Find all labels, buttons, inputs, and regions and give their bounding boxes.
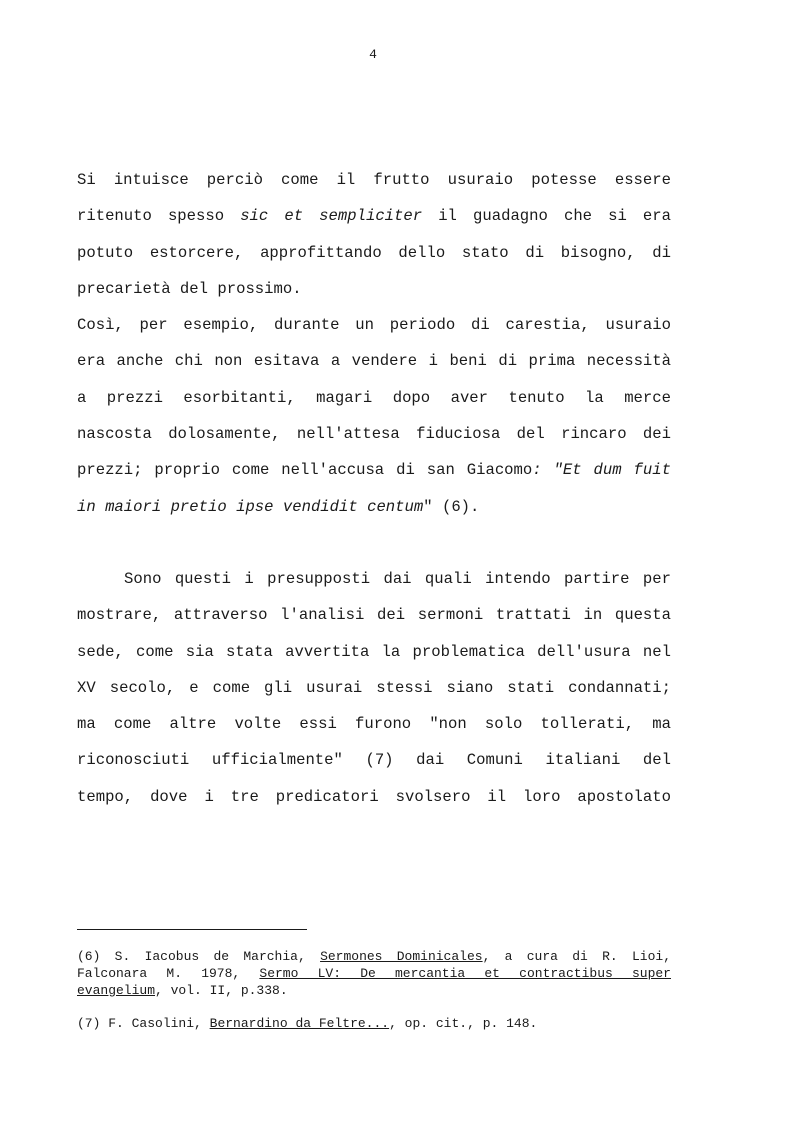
text-line: sede, come sia stata avvertita la problematica dell'usura nel xyxy=(77,642,671,661)
text-line: era anche chi non esitava a vendere i beni di prima necessità xyxy=(77,352,671,371)
text-line: Sono questi i presupposti dai quali intendo partire per xyxy=(124,570,671,588)
text-line: XV secolo, e come gli usurai stessi siano stati condannati; xyxy=(77,678,671,697)
text-line: ritenuto spesso sic et sempliciter il guadagno che si era xyxy=(77,207,671,226)
footnote-title: Sermones Dominicales xyxy=(320,949,483,964)
footnote-title: Bernardino da Feltre... xyxy=(209,1016,390,1031)
footnote-title: Sermo LV: De mercantia et contractibus super xyxy=(259,966,671,981)
footnote-6 xyxy=(77,948,671,999)
text-line: mostrare, attraverso l'analisi dei sermoni trattati in questa xyxy=(77,606,671,625)
text-line: a prezzi esorbitanti, magari dopo aver tenuto la merce xyxy=(77,388,671,407)
footnote-line: (7) F. Casolini, Bernardino da Feltre..., op. cit., p. 148. xyxy=(77,1016,538,1031)
text-line: Si intuisce perciò come il frutto usuraio potesse essere xyxy=(77,171,671,189)
text-line: prezzi; proprio come nell'accusa di san Giacomo: "Et dum fuit xyxy=(77,461,671,480)
quote-italic: : "Et dum fuit xyxy=(532,461,671,480)
footnote-separator xyxy=(77,929,307,930)
footnote-7 xyxy=(77,1015,671,1032)
text-line: tempo, dove i tre predicatori svolsero il loro apostolato xyxy=(77,787,671,806)
text-line: nascosta dolosamente, nell'attesa fiduciosa del rincaro dei xyxy=(77,425,671,444)
text-line: in maiori pretio ipse vendidit centum" (6). xyxy=(77,497,480,516)
text-line: Così, per esempio, durante un periodo di carestia, usuraio xyxy=(77,316,671,335)
text-line: riconosciuti ufficialmente" (7) dai Comuni italiani del xyxy=(77,751,671,770)
italic-phrase: sic et sempliciter xyxy=(240,207,423,226)
text-line: precarietà del prossimo. xyxy=(77,279,302,298)
quote-italic: in maiori pretio ipse vendidit centum xyxy=(77,497,424,516)
footnote-line: Falconara M. 1978, Sermo LV: De mercantia et contractibus super xyxy=(77,966,671,981)
footnote-title: evangelium xyxy=(77,983,156,998)
text-line: potuto estorcere, approfittando dello stato di bisogno, di xyxy=(77,243,671,262)
text-line: ma come altre volte essi furono "non solo tollerati, ma xyxy=(77,715,671,734)
footnote-line: (6) S. Iacobus de Marchia, Sermones Dominicales, a cura di R. Lioi, xyxy=(77,949,672,964)
page-number: 4 xyxy=(369,47,377,62)
paragraph-1 xyxy=(77,162,671,525)
paragraph-2 xyxy=(77,561,671,815)
footnote-line: evangelium, vol. II, p.338. xyxy=(77,983,288,998)
